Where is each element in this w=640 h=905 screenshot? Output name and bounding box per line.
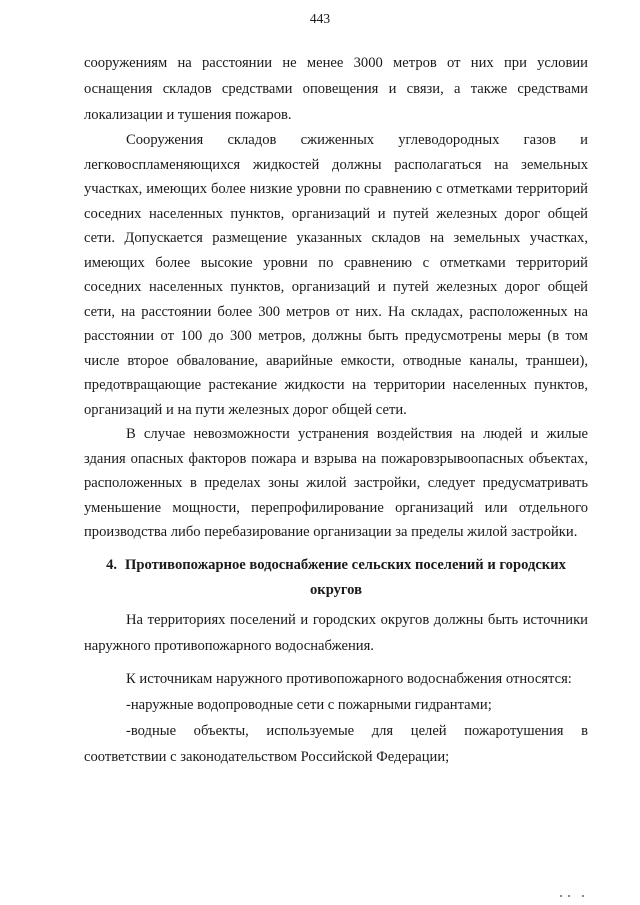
section-heading xyxy=(84,553,588,603)
section-title: Противопожарное водоснабжение сельских поселений и городских округов xyxy=(125,556,566,598)
section-number: 4. xyxy=(106,556,118,573)
paragraph-water-sources: На территориях поселений и городских округов должны быть источники наружного противопожарного водоснабжения. xyxy=(84,611,588,654)
page-number: 443 xyxy=(309,11,331,26)
paragraph-continuation: сооружениям на расстоянии не менее 3000 метров от них при условии оснащения складов средствами оповещения и связи, а также средствами локализации и тушения пожаров. xyxy=(84,55,588,123)
scan-marks xyxy=(560,889,590,897)
list-item-hydrants: -наружные водопроводные сети с пожарными гидрантами; xyxy=(126,696,492,713)
body-text xyxy=(84,50,588,770)
paragraph-lpg-storage: Сооружения складов сжиженных углеводородных газов и легковоспламеняющихся жидкостей должны располагаться на земельных участках, имеющих более низкие уровни по сравнению с отметками территорий соседних населенных пунктов, организаций и путей железных дорог общей сети. Допускается размещение указанных складов на земельных участках, имеющих более высокие уровни по сравнению с отметками территорий соседних населенных пунктов, организаций и путей железных дорог общей сети, на расстоянии более 300 метров от них. На складах, расположенных на расстоянии от 100 до 300 метров, должны быть предусмотрены меры (в том числе второе обвалование, аварийные емкости, отводные каналы, траншеи), предотвращающие растекание жидкости на территории населенных пунктов, организаций и на пути железных дорог общей сети. xyxy=(84,132,588,418)
list-item-water-bodies: -водные объекты, используемые для целей пожаротушения в соответствии с законодательством Российской Федерации; xyxy=(84,722,588,765)
paragraph-sources-intro: К источникам наружного противопожарного водоснабжения относятся: xyxy=(126,670,572,687)
paragraph-hazard-mitigation: В случае невозможности устранения воздействия на людей и жилые здания опасных факторов пожара и взрыва на пожаровзрывоопасных объектах, расположенных в пределах зоны жилой застройки, следует предусматривать уменьшение мощности, перепрофилирование организаций или отдельного производства либо перебазирование организации за пределы жилой застройки. xyxy=(84,426,588,540)
